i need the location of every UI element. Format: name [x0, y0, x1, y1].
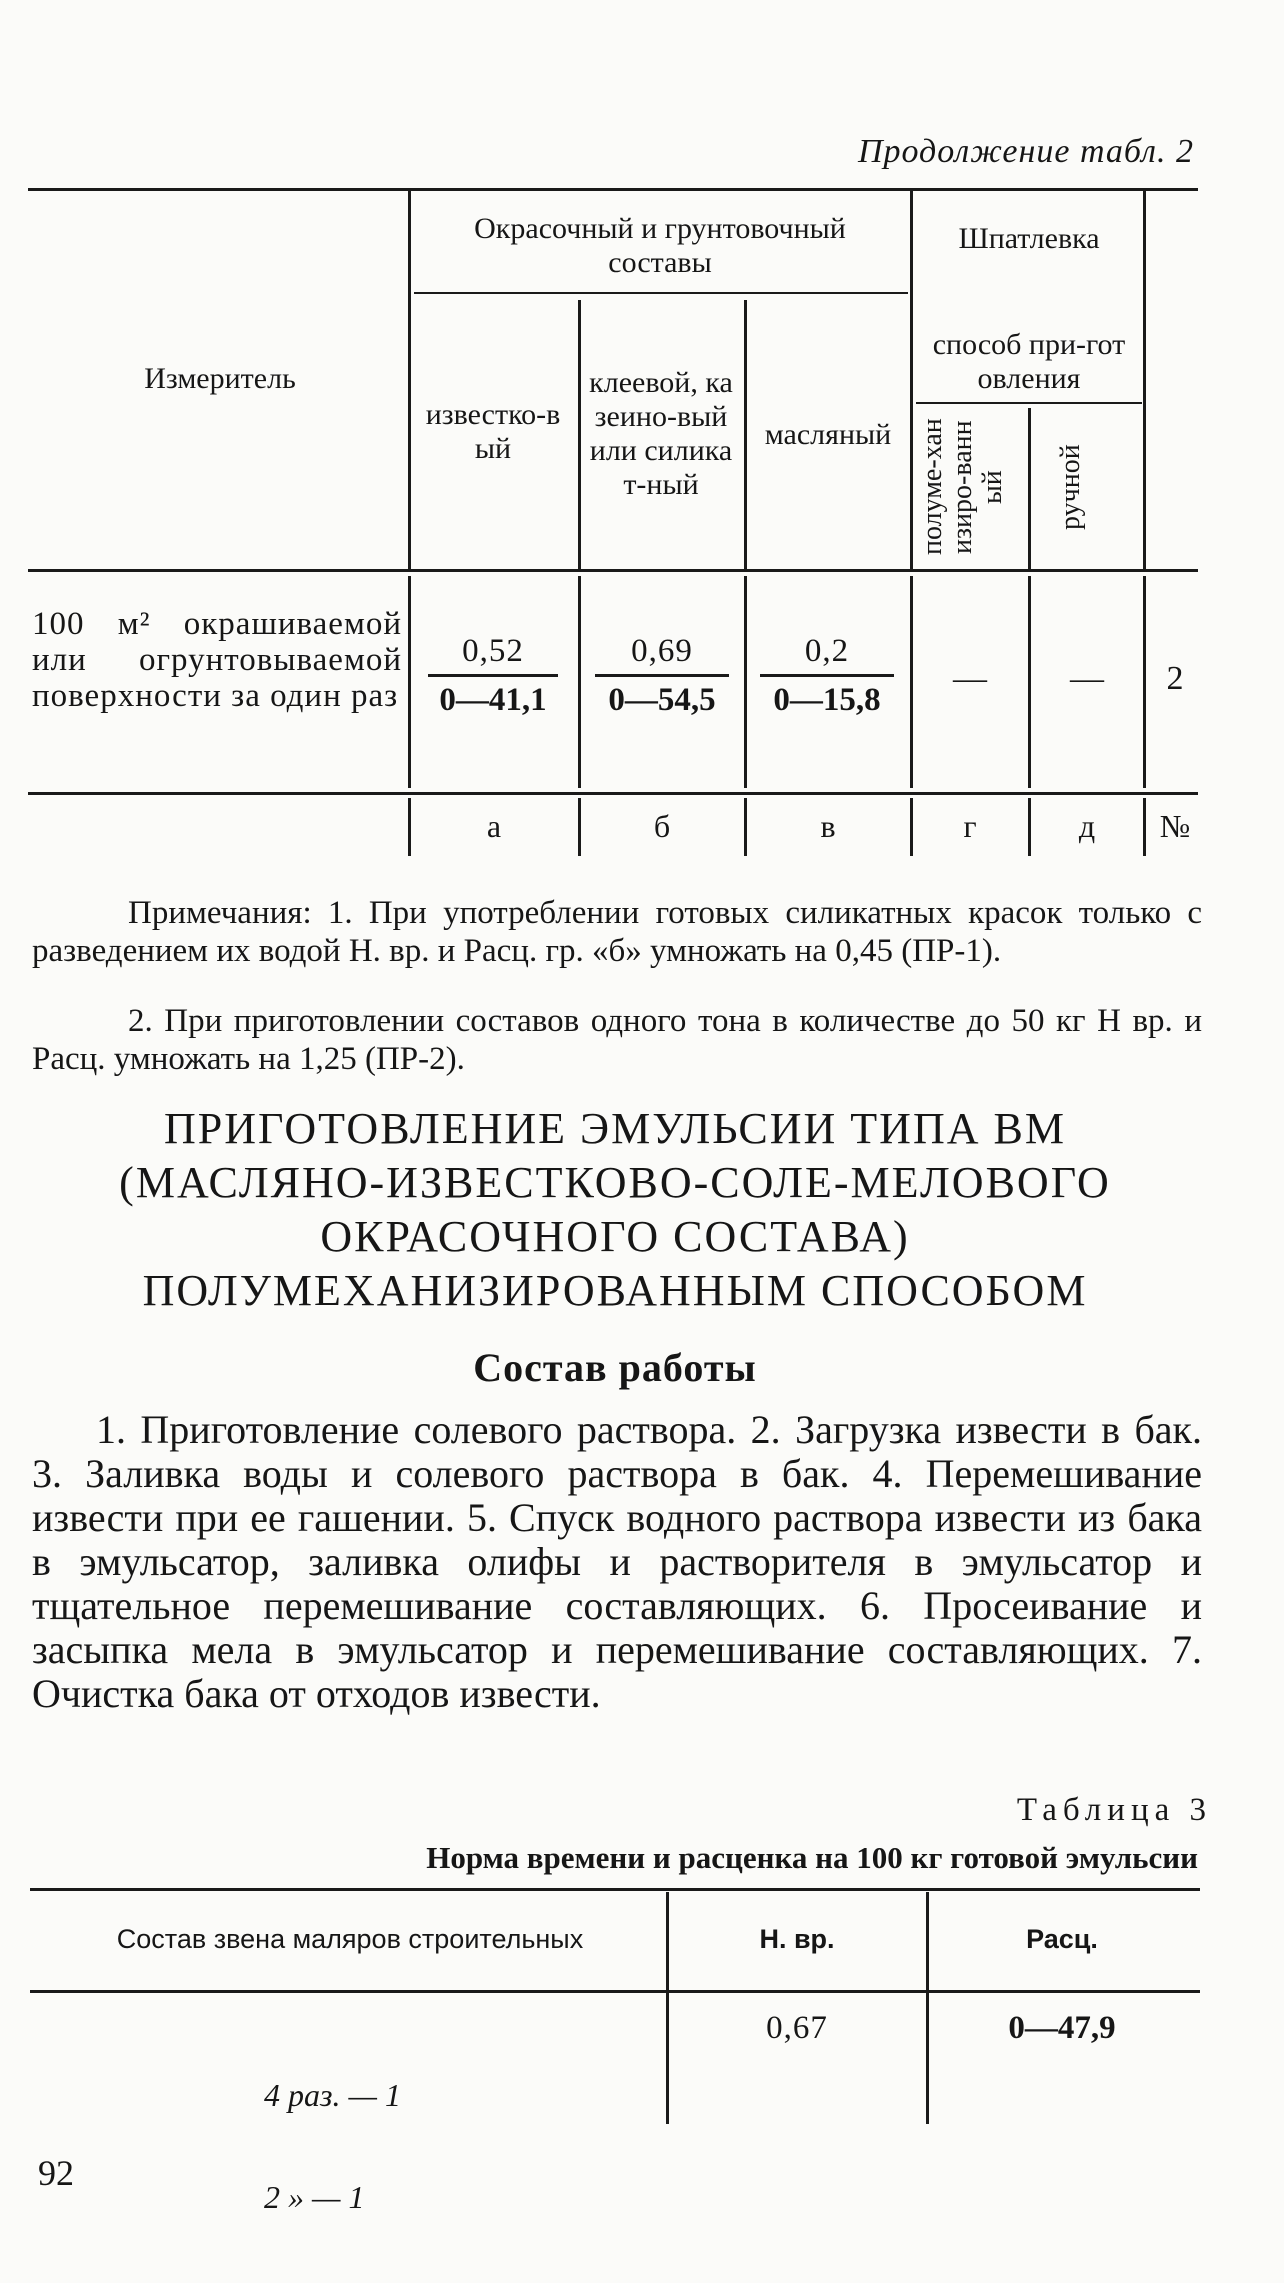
col-divider [1028, 798, 1031, 856]
col-divider [578, 300, 581, 570]
table-3-label: Таблица 3 [1016, 1792, 1212, 1828]
section-subtitle: Состав работы [473, 1345, 757, 1390]
col-divider [666, 1892, 669, 2124]
col-divider [408, 798, 411, 856]
header-col-oil: масляный [764, 418, 892, 451]
col-divider [744, 576, 747, 788]
col-divider [926, 1892, 929, 2124]
table-3-top-rule [30, 1888, 1200, 1891]
section-title [20, 1102, 1210, 1318]
body-bottom-rule [28, 792, 1198, 795]
cell-row-number: 2 [1166, 660, 1184, 697]
col-divider [578, 576, 581, 788]
header-col-semi-mech: полуме-ханизиро-ванный [917, 418, 1008, 556]
cell-lime-rate: 0—41,1 [428, 674, 558, 723]
crew-line: 2 » — 1 [264, 2179, 365, 2215]
note-1: Примечания: 1. При употреблении готовых силикатных красок только с разведением их водой Н. вр. и Расц. гр. «б» умножать на 0,45 (ПР-1). [32, 895, 1202, 969]
letter-b: б [653, 808, 671, 844]
table-3-rate: 0—47,9 [1008, 2010, 1116, 2046]
cell-lime [428, 628, 558, 723]
cell-oil [760, 628, 894, 723]
table-top-rule [28, 188, 1198, 191]
paint-group-underline [414, 292, 908, 294]
col-divider [910, 576, 913, 788]
section-title-line: ПРИГОТОВЛЕНИЕ ЭМУЛЬСИИ ТИПА ВМ [164, 1104, 1066, 1153]
col-divider [1143, 798, 1146, 856]
col-divider [910, 798, 913, 856]
section-title-line: ПОЛУМЕХАНИЗИРОВАННЫМ СПОСОБОМ [142, 1266, 1088, 1315]
header-col-lime: известко-вый [425, 398, 561, 465]
note-2: 2. При приготовлении составов одного тона в количестве до 50 кг Н вр. и Расц. умножать на 1,25 (ПР-2). [32, 1003, 1202, 1077]
header-putty-group: Шпатлевка [958, 222, 1100, 255]
row-label: 100 м² окрашиваемой или огрунтовываемой поверхности за один раз [32, 606, 402, 714]
section-title-line: (МАСЛЯНО-ИЗВЕСТКОВО-СОЛЕ-МЕЛОВОГО [119, 1158, 1111, 1207]
header-paint-group: Окрасочный и грунтовочный составы [474, 212, 846, 279]
cell-oil-rate: 0—15,8 [760, 674, 894, 723]
cell-semi-mech: — [953, 660, 987, 697]
col-divider [1028, 576, 1031, 788]
header-putty-method: способ при-готовления [932, 328, 1126, 395]
table-continuation-caption: Продолжение табл. 2 [857, 133, 1194, 170]
cell-manual: — [1070, 660, 1104, 697]
table-3-header-rule [30, 1990, 1200, 1993]
letter-a: а [486, 808, 502, 844]
putty-method-underline [916, 402, 1142, 404]
cell-glue-time: 0,69 [631, 633, 693, 669]
page-number: 92 [38, 2153, 74, 2193]
letter-d: д [1078, 808, 1096, 844]
table-3-header-time: Н. вр. [759, 1924, 835, 1954]
col-divider [408, 576, 411, 788]
table-3-crew [264, 2010, 401, 2282]
table-3-time: 0,67 [766, 2010, 828, 2046]
col-divider [408, 190, 411, 570]
header-col-glue: клеевой, казеино-вый или силикат-ный [589, 366, 733, 501]
col-divider [1143, 190, 1146, 570]
cell-oil-time: 0,2 [804, 633, 850, 669]
col-divider [1028, 408, 1031, 570]
section-title-line: ОКРАСОЧНОГО СОСТАВА) [320, 1212, 910, 1261]
letter-v: в [820, 808, 836, 844]
header-bottom-rule [28, 569, 1198, 572]
table-3-header-crew: Состав звена маляров строительных [116, 1924, 584, 1954]
section-body: 1. Приготовление солевого раствора. 2. Загрузка извести в бак. 3. Заливка воды и солевого раствора в бак. 4. Перемешивание извести при ее гашении. 5. Спуск водного раствора извести из бака в эмульсатор, заливка олифы и растворителя в эмульсатор и тщательное перемешивание составляющих. 6. Просеивание и засыпка мела в эмульсатор и перемешивание составляющих. 7. Очистка бака от отходов извести. [32, 1407, 1202, 1716]
letter-no: № [1159, 808, 1191, 844]
header-col-manual: ручной [1055, 444, 1086, 530]
col-divider [910, 190, 913, 570]
col-divider [578, 798, 581, 856]
letter-g: г [963, 808, 977, 844]
header-meter: Измеритель [144, 362, 296, 395]
table-3-header-rate: Расц. [1026, 1924, 1098, 1954]
table-3-title: Норма времени и расценка на 100 кг готовой эмульсии [426, 1840, 1198, 1875]
crew-line: 4 раз. — 1 [264, 2077, 401, 2113]
col-divider [744, 798, 747, 856]
cell-glue-rate: 0—54,5 [595, 674, 729, 723]
col-divider [1143, 576, 1146, 788]
col-divider [744, 300, 747, 570]
cell-lime-time: 0,52 [462, 633, 524, 669]
cell-glue [595, 628, 729, 723]
